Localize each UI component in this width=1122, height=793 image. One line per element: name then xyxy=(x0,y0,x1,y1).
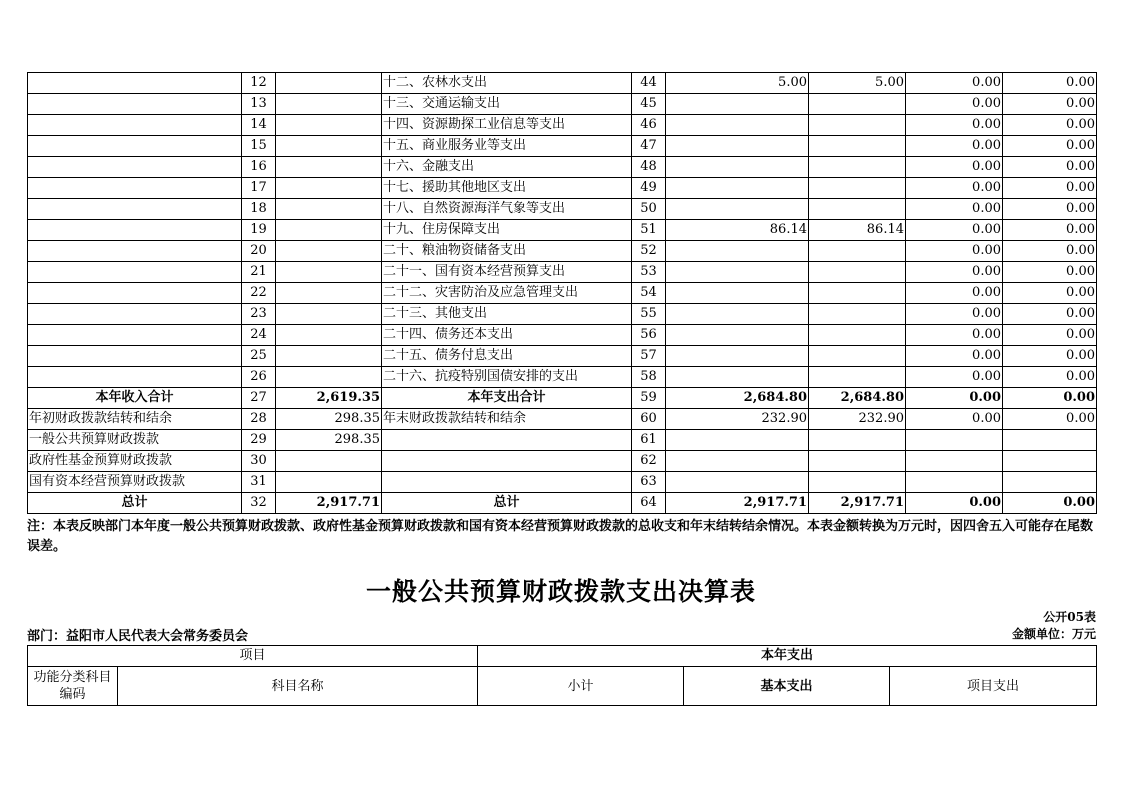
row-seq: 15 xyxy=(242,136,276,157)
general-budget-amount: 2,917.71 xyxy=(809,493,906,514)
table-note: 注：本表反映部门本年度一般公共预算财政拨款、政府性基金预算财政拨款和国有资本经营预算财政拨款的总收支和年末结转结余情况。本表金额转换为万元时，因四舍五入可能存在尾数误差。 xyxy=(27,519,1094,554)
income-amount-cell xyxy=(276,178,382,199)
expense-total xyxy=(666,325,809,346)
expense-item: 十八、自然资源海洋气象等支出 xyxy=(382,199,632,220)
expense-grand-total-label: 总计 xyxy=(382,493,632,514)
general-budget-amount xyxy=(809,136,906,157)
gov-fund-amount: 0.00 xyxy=(906,367,1003,388)
gov-fund-amount xyxy=(906,451,1003,472)
table-row xyxy=(28,304,1097,325)
header-subtotal: 小计 xyxy=(478,667,684,706)
income-total-label: 本年收入合计 xyxy=(28,388,242,409)
state-capital-amount: 0.00 xyxy=(1003,493,1097,514)
row-seq: 12 xyxy=(242,73,276,94)
general-label: 一般公共预算财政拨款 xyxy=(28,430,242,451)
header-func-code: 功能分类科目编码 xyxy=(28,667,118,706)
income-amount-cell xyxy=(276,115,382,136)
expense-seq: 50 xyxy=(632,199,666,220)
expense-seq: 64 xyxy=(632,493,666,514)
general-budget-amount xyxy=(809,115,906,136)
expense-item: 二十四、债务还本支出 xyxy=(382,325,632,346)
expense-total xyxy=(666,346,809,367)
expense-total xyxy=(666,136,809,157)
expense-item: 二十五、债务付息支出 xyxy=(382,346,632,367)
expense-item: 十二、农林水支出 xyxy=(382,73,632,94)
income-amount-cell xyxy=(276,262,382,283)
gov-fund-amount: 0.00 xyxy=(906,388,1003,409)
expense-total xyxy=(666,430,809,451)
expense-item: 二十二、灾害防治及应急管理支出 xyxy=(382,283,632,304)
expense-total: 232.90 xyxy=(666,409,809,430)
general-budget-amount xyxy=(809,346,906,367)
expense-seq: 54 xyxy=(632,283,666,304)
table-row xyxy=(28,430,1097,451)
expense-seq: 49 xyxy=(632,178,666,199)
general-amount: 298.35 xyxy=(276,430,382,451)
gov-fund-amount: 0.00 xyxy=(906,94,1003,115)
gov-fund-amount: 0.00 xyxy=(906,304,1003,325)
expense-seq: 48 xyxy=(632,157,666,178)
table-row xyxy=(28,409,1097,430)
expense-seq: 53 xyxy=(632,262,666,283)
header-project: 项目 xyxy=(28,646,478,667)
expense-total: 86.14 xyxy=(666,220,809,241)
expense-item xyxy=(382,472,632,493)
row-seq: 25 xyxy=(242,346,276,367)
table-row xyxy=(28,388,1097,409)
gov-fund-amount: 0.00 xyxy=(906,409,1003,430)
expense-item: 二十、粮油物资储备支出 xyxy=(382,241,632,262)
grand-total-label: 总计 xyxy=(28,493,242,514)
expense-item: 十六、金融支出 xyxy=(382,157,632,178)
income-amount-cell xyxy=(276,367,382,388)
expense-total-label: 本年支出合计 xyxy=(382,388,632,409)
expense-seq: 51 xyxy=(632,220,666,241)
state-capital-amount xyxy=(1003,451,1097,472)
state-capital-amount: 0.00 xyxy=(1003,157,1097,178)
general-budget-amount xyxy=(809,304,906,325)
state_capital-amount xyxy=(276,472,382,493)
state-capital-amount: 0.00 xyxy=(1003,346,1097,367)
table-row xyxy=(28,220,1097,241)
state-capital-amount: 0.00 xyxy=(1003,304,1097,325)
fiscal-summary-table xyxy=(27,72,1097,514)
row-seq: 27 xyxy=(242,388,276,409)
table-row xyxy=(28,325,1097,346)
income-item-cell xyxy=(28,94,242,115)
opening-balance-amount: 298.35 xyxy=(276,409,382,430)
income-item-cell xyxy=(28,220,242,241)
state-capital-amount: 0.00 xyxy=(1003,367,1097,388)
row-seq: 29 xyxy=(242,430,276,451)
expense-seq: 63 xyxy=(632,472,666,493)
row-seq: 31 xyxy=(242,472,276,493)
general-budget-amount xyxy=(809,367,906,388)
table-code: 公开05表 xyxy=(1043,610,1096,624)
closing-balance-label: 年末财政拨款结转和结余 xyxy=(382,409,632,430)
income-item-cell xyxy=(28,241,242,262)
general-budget-amount xyxy=(809,325,906,346)
general-budget-amount: 2,684.80 xyxy=(809,388,906,409)
table-row xyxy=(28,199,1097,220)
expense-total xyxy=(666,304,809,325)
income-item-cell xyxy=(28,325,242,346)
gov-fund-amount: 0.00 xyxy=(906,73,1003,94)
general-budget-amount xyxy=(809,241,906,262)
gov-fund-amount: 0.00 xyxy=(906,199,1003,220)
income-amount-cell xyxy=(276,283,382,304)
general-budget-amount xyxy=(809,451,906,472)
gov-fund-amount: 0.00 xyxy=(906,346,1003,367)
header-project-exp: 项目支出 xyxy=(890,667,1097,706)
expense-total xyxy=(666,241,809,262)
row-seq: 22 xyxy=(242,283,276,304)
income-item-cell xyxy=(28,115,242,136)
expense-seq: 56 xyxy=(632,325,666,346)
department-label: 部门：益阳市人民代表大会常务委员会 xyxy=(27,629,249,644)
expense-item: 十四、资源勘探工业信息等支出 xyxy=(382,115,632,136)
state-capital-amount: 0.00 xyxy=(1003,115,1097,136)
expenditure-table xyxy=(27,645,1097,706)
general-budget-amount xyxy=(809,472,906,493)
income-item-cell xyxy=(28,136,242,157)
table-row xyxy=(28,472,1097,493)
expense-seq: 62 xyxy=(632,451,666,472)
expense-seq: 55 xyxy=(632,304,666,325)
row-seq: 14 xyxy=(242,115,276,136)
state-capital-amount: 0.00 xyxy=(1003,283,1097,304)
gov-fund-amount: 0.00 xyxy=(906,220,1003,241)
row-seq: 16 xyxy=(242,157,276,178)
expense-seq: 44 xyxy=(632,73,666,94)
expense-total xyxy=(666,178,809,199)
table-row xyxy=(28,94,1097,115)
table-row xyxy=(28,283,1097,304)
table-row xyxy=(28,178,1097,199)
expense-total: 2,917.71 xyxy=(666,493,809,514)
state-capital-amount: 0.00 xyxy=(1003,241,1097,262)
income-amount-cell xyxy=(276,136,382,157)
row-seq: 20 xyxy=(242,241,276,262)
general-budget-amount xyxy=(809,94,906,115)
state-capital-amount: 0.00 xyxy=(1003,73,1097,94)
row-seq: 23 xyxy=(242,304,276,325)
general-budget-amount: 232.90 xyxy=(809,409,906,430)
expense-seq: 46 xyxy=(632,115,666,136)
gov-fund-amount: 0.00 xyxy=(906,283,1003,304)
expense-item: 二十一、国有资本经营预算支出 xyxy=(382,262,632,283)
expense-total xyxy=(666,115,809,136)
table-row xyxy=(28,157,1097,178)
income-amount-cell xyxy=(276,157,382,178)
row-seq: 21 xyxy=(242,262,276,283)
gov-fund-amount: 0.00 xyxy=(906,241,1003,262)
table-row xyxy=(28,115,1097,136)
expense-total xyxy=(666,157,809,178)
expense-total: 5.00 xyxy=(666,73,809,94)
income-item-cell xyxy=(28,73,242,94)
expense-total xyxy=(666,199,809,220)
gov-fund-amount: 0.00 xyxy=(906,178,1003,199)
income-item-cell xyxy=(28,346,242,367)
gov_fund-label: 政府性基金预算财政拨款 xyxy=(28,451,242,472)
general-budget-amount: 5.00 xyxy=(809,73,906,94)
state-capital-amount: 0.00 xyxy=(1003,220,1097,241)
expense-seq: 61 xyxy=(632,430,666,451)
expense-item xyxy=(382,451,632,472)
table-row xyxy=(28,346,1097,367)
general-budget-amount xyxy=(809,430,906,451)
expense-seq: 58 xyxy=(632,367,666,388)
income-amount-cell xyxy=(276,304,382,325)
expense-seq: 57 xyxy=(632,346,666,367)
state-capital-amount xyxy=(1003,472,1097,493)
expense-item: 十七、援助其他地区支出 xyxy=(382,178,632,199)
table-row xyxy=(28,136,1097,157)
state-capital-amount: 0.00 xyxy=(1003,325,1097,346)
state-capital-amount: 0.00 xyxy=(1003,262,1097,283)
income-amount-cell xyxy=(276,220,382,241)
gov-fund-amount: 0.00 xyxy=(906,115,1003,136)
header-basic: 基本支出 xyxy=(684,667,890,706)
state-capital-amount: 0.00 xyxy=(1003,388,1097,409)
income-item-cell xyxy=(28,367,242,388)
page-title: 一般公共预算财政拨款支出决算表 xyxy=(365,577,756,606)
gov-fund-amount: 0.00 xyxy=(906,136,1003,157)
row-seq: 13 xyxy=(242,94,276,115)
expense-total: 2,684.80 xyxy=(666,388,809,409)
income-item-cell xyxy=(28,178,242,199)
income-amount-cell xyxy=(276,241,382,262)
row-seq: 30 xyxy=(242,451,276,472)
row-seq: 28 xyxy=(242,409,276,430)
row-seq: 24 xyxy=(242,325,276,346)
expense-seq: 45 xyxy=(632,94,666,115)
table-row xyxy=(28,262,1097,283)
income-item-cell xyxy=(28,157,242,178)
table-row xyxy=(28,73,1097,94)
row-seq: 26 xyxy=(242,367,276,388)
table-row xyxy=(28,493,1097,514)
general-budget-amount xyxy=(809,178,906,199)
state-capital-amount: 0.00 xyxy=(1003,199,1097,220)
header-current-year: 本年支出 xyxy=(478,646,1097,667)
general-budget-amount xyxy=(809,199,906,220)
expense-seq: 59 xyxy=(632,388,666,409)
gov-fund-amount: 0.00 xyxy=(906,325,1003,346)
row-seq: 32 xyxy=(242,493,276,514)
gov-fund-amount: 0.00 xyxy=(906,157,1003,178)
general-budget-amount xyxy=(809,157,906,178)
state-capital-amount: 0.00 xyxy=(1003,409,1097,430)
general-budget-amount: 86.14 xyxy=(809,220,906,241)
state_capital-label: 国有资本经营预算财政拨款 xyxy=(28,472,242,493)
expense-total xyxy=(666,94,809,115)
expense-seq: 47 xyxy=(632,136,666,157)
expense-item: 二十六、抗疫特别国债安排的支出 xyxy=(382,367,632,388)
gov-fund-amount: 0.00 xyxy=(906,262,1003,283)
expense-seq: 60 xyxy=(632,409,666,430)
income-item-cell xyxy=(28,262,242,283)
gov-fund-amount: 0.00 xyxy=(906,493,1003,514)
row-seq: 18 xyxy=(242,199,276,220)
expense-item: 十九、住房保障支出 xyxy=(382,220,632,241)
table-row xyxy=(28,451,1097,472)
expense-total xyxy=(666,283,809,304)
expense-total xyxy=(666,367,809,388)
table-row xyxy=(28,367,1097,388)
gov_fund-amount xyxy=(276,451,382,472)
amount-unit-label: 金额单位：万元 xyxy=(1011,627,1096,641)
gov-fund-amount xyxy=(906,430,1003,451)
expense-item xyxy=(382,430,632,451)
expense-total xyxy=(666,262,809,283)
table-row xyxy=(28,241,1097,262)
income-amount-cell xyxy=(276,346,382,367)
expense-item: 十五、商业服务业等支出 xyxy=(382,136,632,157)
income-amount-cell xyxy=(276,73,382,94)
income-item-cell xyxy=(28,304,242,325)
expense-total xyxy=(666,451,809,472)
expense-item: 二十三、其他支出 xyxy=(382,304,632,325)
expense-item: 十三、交通运输支出 xyxy=(382,94,632,115)
general-budget-amount xyxy=(809,283,906,304)
income-total-amount: 2,619.35 xyxy=(276,388,382,409)
income-item-cell xyxy=(28,283,242,304)
income-amount-cell xyxy=(276,325,382,346)
grand-total-amount: 2,917.71 xyxy=(276,493,382,514)
state-capital-amount: 0.00 xyxy=(1003,94,1097,115)
opening-balance-label: 年初财政拨款结转和结余 xyxy=(28,409,242,430)
row-seq: 19 xyxy=(242,220,276,241)
state-capital-amount: 0.00 xyxy=(1003,136,1097,157)
income-amount-cell xyxy=(276,199,382,220)
header-subject-name: 科目名称 xyxy=(118,667,478,706)
income-item-cell xyxy=(28,199,242,220)
row-seq: 17 xyxy=(242,178,276,199)
income-amount-cell xyxy=(276,94,382,115)
state-capital-amount: 0.00 xyxy=(1003,178,1097,199)
expense-total xyxy=(666,472,809,493)
gov-fund-amount xyxy=(906,472,1003,493)
state-capital-amount xyxy=(1003,430,1097,451)
expense-seq: 52 xyxy=(632,241,666,262)
general-budget-amount xyxy=(809,262,906,283)
